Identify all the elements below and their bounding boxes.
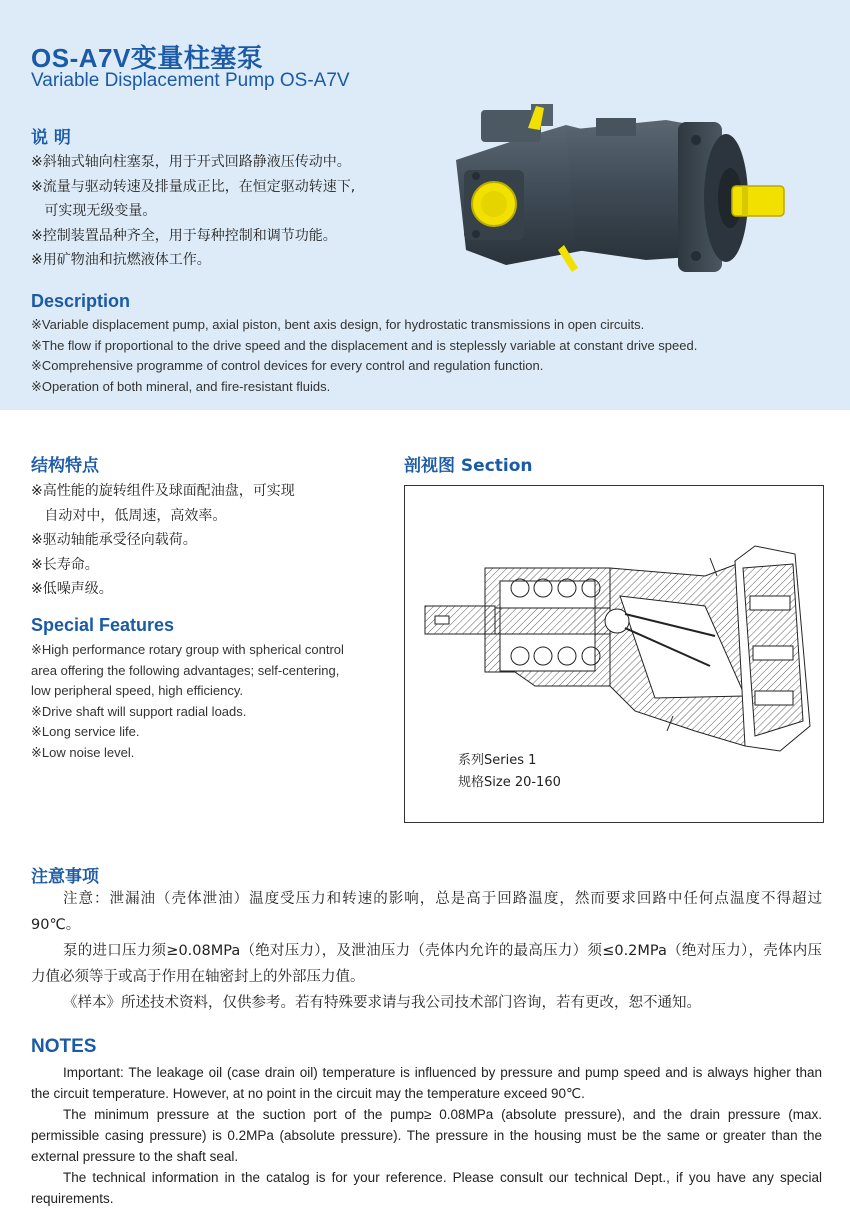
description-list [31, 315, 697, 397]
notes-en-heading: NOTES [31, 1036, 97, 1057]
notes-cn-paragraph: 《样本》所述技术资料，仅供参考。若有特殊要求请与我公司技术部门咨询，若有更改，恕不通知。 [63, 995, 701, 1011]
list-item: ※Variable displacement pump, axial piston, bent axis design, for hydrostatic transmissions in open circuits. [31, 317, 645, 332]
notes-cn-paragraph: 注意：泄漏油（壳体泄油）温度受压力和转速的影响，总是高于回路温度，然而要求回路中任何点温度不得超过90℃。 [31, 891, 822, 933]
list-item: ※低噪声级。 [31, 581, 113, 597]
list-item: ※Low noise level. [31, 744, 135, 760]
page-title-en: Variable Displacement Pump OS-A7V [31, 70, 350, 91]
notes-en-paragraph: Important: The leakage oil (case drain oil) temperature is influenced by pressure and pump speed and is always higher than the circuit temperature. However, at no point in the circuit may the temperature exceed 90℃. [31, 1065, 822, 1101]
notes-en-body [31, 1062, 822, 1209]
section-heading: 剖视图 Section [404, 456, 533, 476]
list-item: ※斜轴式轴向柱塞泵，用于开式回路静液压传动中。 [31, 154, 351, 170]
list-item: ※长寿命。 [31, 556, 99, 573]
special-features-list [31, 640, 361, 764]
notes-cn-paragraph: 泵的进口压力须≥0.08MPa（绝对压力），及泄油压力（壳体内允许的最高压力）须≤0.2MPa（绝对压力），壳体内压力值必须等于或高于作用在轴密封上的外部压力值。 [31, 943, 822, 985]
notes-cn-heading: 注意事项 [31, 867, 99, 887]
notes-en-paragraph: The technical information in the catalog is for your reference. Please consult our technical Dept., if you have any special requirements. [31, 1170, 822, 1206]
notes-en-paragraph: The minimum pressure at the suction port of the pump≥ 0.08MPa (absolute pressure), and the drain pressure (max. permissible casing pressure) is 0.2MPa (absolute pressure). The pressure in the housing must be the same or greater than the external pressure to the shaft seal. [31, 1107, 822, 1164]
list-item: ※控制装置品种齐全，用于每种控制和调节功能。 [31, 227, 337, 244]
list-item: ※用矿物油和抗燃液体工作。 [31, 252, 211, 268]
description-heading: Description [31, 291, 131, 311]
features-cn-heading: 结构特点 [31, 456, 99, 476]
list-item: 可实现无级变量。 [31, 203, 157, 219]
notes-cn-body [31, 886, 822, 1016]
list-item: ※Drive shaft will support radial loads. [31, 703, 247, 719]
list-item: ※Operation of both mineral, and fire-resistant fluids. [31, 378, 331, 394]
list-item: ※High performance rotary group with spherical control area offering the following advantages; self-centering, low peripheral speed, high efficiency. [31, 642, 344, 699]
list-item: ※Comprehensive programme of control devices for every control and regulation function. [31, 358, 544, 373]
list-item: ※Long service life. [31, 724, 140, 740]
features-cn-list [31, 479, 295, 602]
list-item: ※驱动轴能承受径向载荷。 [31, 532, 197, 548]
list-item: 自动对中，低周速，高效率。 [31, 507, 227, 524]
special-features-heading: Special Features [31, 615, 175, 635]
list-item: ※高性能的旋转组件及球面配油盘，可实现 [31, 483, 295, 499]
size-caption: 规格Size 20-160 [458, 775, 561, 790]
intro-list [31, 150, 355, 273]
intro-heading: 说 明 [31, 128, 71, 148]
pump-photo [446, 100, 798, 288]
series-caption: 系列Series 1 [458, 753, 537, 768]
list-item: ※The flow if proportional to the drive speed and the displacement and is steplessly variable at constant drive speed. [31, 337, 698, 353]
page-title-cn: OS-A7V变量柱塞泵 [31, 43, 264, 73]
list-item: ※流量与驱动转速及排量成正比，在恒定驱动转速下, [31, 178, 356, 195]
section-drawing-frame [404, 485, 824, 823]
